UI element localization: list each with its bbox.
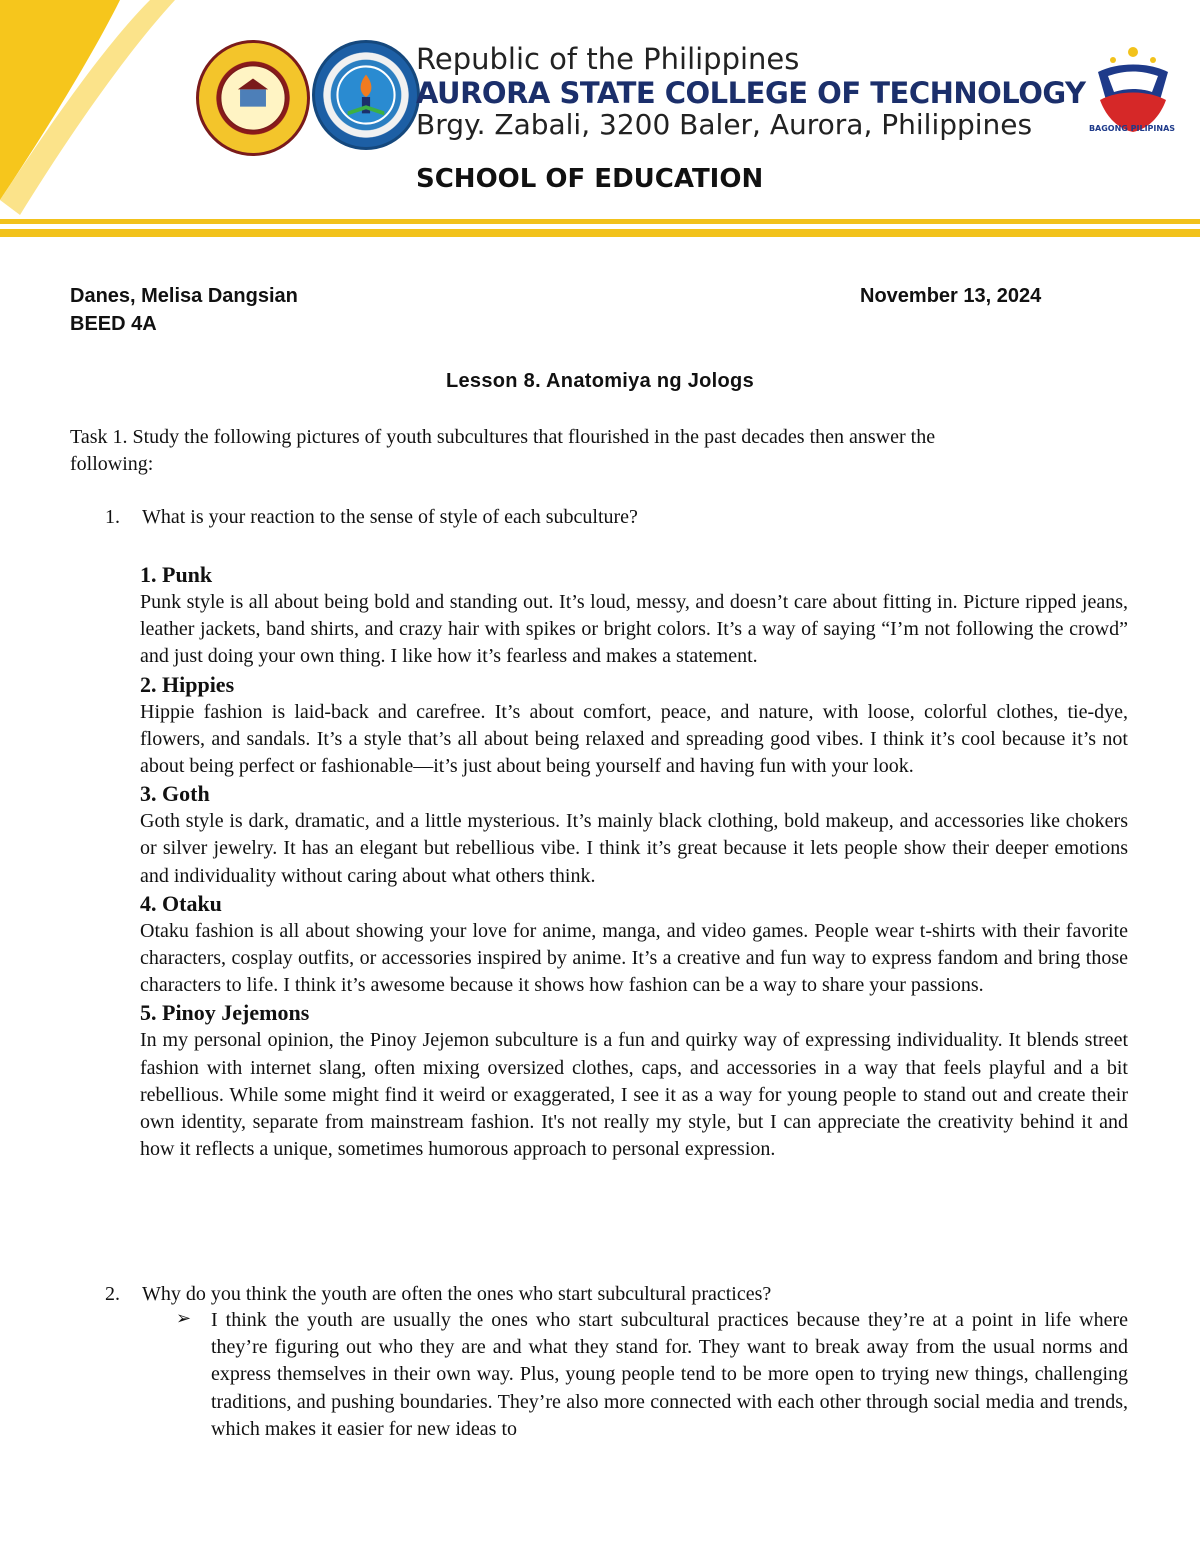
- school-of-education-seal-icon: [312, 40, 420, 150]
- lesson-title: Lesson 8. Anatomiya ng Jologs: [445, 370, 755, 392]
- subculture-text: Punk style is all about being bold and standing out. It’s loud, messy, and doesn’t care about fitting in. Picture ripped jeans, leather jackets, band shirts, and crazy hair with spikes or bright colors. It’s a way of saying “I’m not following the crowd” and just doing your own thing. I like how it’s fearless and makes a statement.: [140, 591, 1128, 668]
- subculture-heading: 1. Punk: [140, 562, 213, 587]
- task-instructions: Task 1. Study the following pictures of youth subcultures that flourished in the past decades then answer the following:: [70, 426, 936, 475]
- header-divider-thick: [0, 229, 1200, 237]
- subculture-text: Goth style is dark, dramatic, and a little mysterious. It’s mainly black clothing, bold makeup, and accessories like chokers or silver jewelry. It has an elegant but rebellious vibe. I think it’s great because it lets people show their deeper emotions and individuality without caring about what others think.: [140, 810, 1128, 887]
- subculture-otaku: [140, 890, 1128, 1000]
- school-name: SCHOOL OF EDUCATION: [416, 164, 764, 194]
- question-text: What is your reaction to the sense of style of each subculture?: [142, 506, 638, 528]
- letterhead: [0, 0, 1200, 245]
- subculture-heading: 4. Otaku: [140, 890, 222, 916]
- subculture-goth: [140, 780, 1128, 890]
- subculture-text: Otaku fashion is all about showing your love for anime, manga, and video games. People wear t-shirts with their favorite characters, cosplay outfits, or accessories inspired by anime. It’s a creative and fun way to express fandom and bring those characters to life. I think it’s awesome because it shows how fashion can be a way to share your passions.: [140, 919, 1128, 997]
- question-text: Why do you think the youth are often the ones who start subcultural practices?: [142, 1283, 772, 1305]
- subculture-heading: 2. Hippies: [140, 671, 235, 697]
- subculture-heading: 3. Goth: [140, 781, 210, 807]
- bagong-pilipinas-label: BAGONG PILIPINAS: [1088, 124, 1176, 133]
- question-number: 1.: [105, 506, 120, 528]
- question-number: 2.: [105, 1283, 120, 1305]
- subculture-heading: 5. Pinoy Jejemons: [140, 1000, 310, 1026]
- question-2-answer: I think the youth are usually the ones who start subcultural practices because they’re at a point in life where they’re figuring out who they are and what they stand for. They want to break away from the usual norms and express themselves in their own way. Plus, young people tend to be more open to trying new things, challenging traditions, and pushing boundaries. They’re also more connected with each other through social media and trends, which makes it easier for new ideas to: [211, 1309, 1128, 1440]
- subculture-punk: [140, 561, 1128, 671]
- college-name: AURORA STATE COLLEGE OF TECHNOLOGY: [416, 76, 1086, 110]
- subculture-pinoy-jejemons: [140, 999, 1128, 1163]
- student-section: BEED 4A: [70, 313, 157, 335]
- arrow-bullet-icon: ➢: [176, 1308, 192, 1328]
- subculture-hippies: [140, 671, 1128, 781]
- subculture-text: In my personal opinion, the Pinoy Jejemon subculture is a fun and quirky way of expressing individuality. It blends street fashion with internet slang, often mixing oversized clothes, caps, and accessories in a way that feels playful and a bit rebellious. While some might find it weird or exaggerated, I see it as a way for young people to stand out and create their own identity, separate from mainstream fashion. It's not really my style, but I can appreciate the creativity behind it and how it reflects a unique, sometimes humorous approach to personal expression.: [140, 1029, 1128, 1161]
- college-address: Brgy. Zabali, 3200 Baler, Aurora, Philippines: [416, 108, 1033, 141]
- subculture-answers: [140, 561, 1128, 1163]
- submission-date: November 13, 2024: [860, 285, 1042, 307]
- college-seal-icon: [196, 40, 310, 156]
- republic-heading: Republic of the Philippines: [416, 42, 800, 76]
- subculture-text: Hippie fashion is laid-back and carefree. It’s about comfort, peace, and nature, with loose, colorful clothes, tie-dye, flowers, and sandals. It’s a style that’s all about being relaxed and spreading good vibes. I think it’s cool because it’s not about being perfect or fashionable—it’s just about being yourself and having fun with your look.: [140, 700, 1128, 778]
- header-divider-thin: [0, 219, 1200, 224]
- student-name: Danes, Melisa Dangsian: [70, 285, 298, 307]
